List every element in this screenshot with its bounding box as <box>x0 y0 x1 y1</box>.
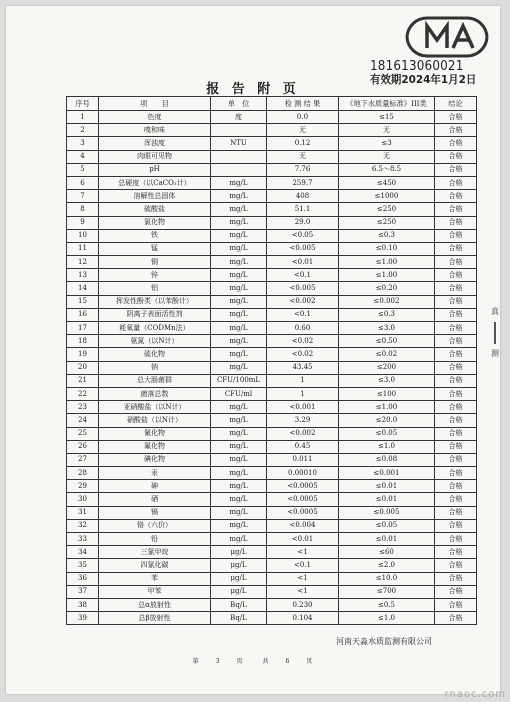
report-page <box>6 6 500 694</box>
row-index: 32 <box>67 519 99 532</box>
row-result: <0.1 <box>267 308 339 321</box>
page-prefix: 第 <box>192 658 200 665</box>
row-conclusion: 合格 <box>435 598 477 611</box>
row-standard: ≤3.0 <box>339 374 435 387</box>
row-result: <0.005 <box>267 282 339 295</box>
row-conclusion: 合格 <box>435 414 477 427</box>
row-unit: mg/L <box>211 203 267 216</box>
row-item: 总大肠菌群 <box>99 374 211 387</box>
row-index: 10 <box>67 229 99 242</box>
row-item: 铬（六价） <box>99 519 211 532</box>
row-result: <1 <box>267 546 339 559</box>
row-standard: ≤450 <box>339 176 435 189</box>
row-conclusion: 合格 <box>435 361 477 374</box>
row-standard: ≤60 <box>339 546 435 559</box>
table-row <box>67 361 477 374</box>
row-item: 耗氧量（CODMn法） <box>99 322 211 335</box>
row-unit: mg/L <box>211 190 267 203</box>
table-row <box>67 295 477 308</box>
row-result: 51.1 <box>267 203 339 216</box>
row-item: 四氯化碳 <box>99 559 211 572</box>
col-header-item: 项 目 <box>99 97 211 111</box>
row-standard: 无 <box>339 150 435 163</box>
table-row <box>67 440 477 453</box>
row-unit: mg/L <box>211 506 267 519</box>
row-index: 36 <box>67 572 99 585</box>
row-standard: ≤250 <box>339 203 435 216</box>
table-row <box>67 493 477 506</box>
row-unit: μg/L <box>211 546 267 559</box>
row-standard: ≤0.001 <box>339 467 435 480</box>
row-standard: ≤0.3 <box>339 308 435 321</box>
row-unit: mg/L <box>211 467 267 480</box>
row-conclusion: 合格 <box>435 335 477 348</box>
row-index: 14 <box>67 282 99 295</box>
table-row <box>67 519 477 532</box>
page-mid: 页 <box>236 658 244 665</box>
row-result: 29.0 <box>267 216 339 229</box>
row-result: <0.01 <box>267 533 339 546</box>
row-item: 硫酸盐 <box>99 203 211 216</box>
row-index: 19 <box>67 348 99 361</box>
row-result: <0.002 <box>267 427 339 440</box>
row-index: 30 <box>67 493 99 506</box>
row-result: 无 <box>267 124 339 137</box>
row-index: 29 <box>67 480 99 493</box>
row-result: 0.45 <box>267 440 339 453</box>
row-unit: mg/L <box>211 269 267 282</box>
table-row <box>67 111 477 124</box>
row-item: 铜 <box>99 256 211 269</box>
row-conclusion: 合格 <box>435 440 477 453</box>
row-item: 总β放射性 <box>99 612 211 625</box>
row-item: 砷 <box>99 480 211 493</box>
table-row <box>67 124 477 137</box>
row-standard: ≤15 <box>339 111 435 124</box>
row-item: 硫化物 <box>99 348 211 361</box>
table-row <box>67 269 477 282</box>
row-index: 27 <box>67 453 99 466</box>
row-standard: ≤0.10 <box>339 242 435 255</box>
row-conclusion: 合格 <box>435 427 477 440</box>
table-row <box>67 374 477 387</box>
row-item: 甲苯 <box>99 585 211 598</box>
cert-number: 181613060021 <box>370 59 464 74</box>
row-standard: ≤100 <box>339 387 435 400</box>
page-total-prefix: 共 <box>262 658 270 665</box>
row-item: 总硬度（以CaCO₃计） <box>99 176 211 189</box>
row-unit: mg/L <box>211 295 267 308</box>
row-index: 33 <box>67 533 99 546</box>
row-index: 21 <box>67 374 99 387</box>
row-item: 氨氮（以N计） <box>99 335 211 348</box>
row-item: 阴离子表面活性剂 <box>99 308 211 321</box>
col-header-conclusion: 结论 <box>435 97 477 111</box>
row-conclusion: 合格 <box>435 111 477 124</box>
row-unit: NTU <box>211 137 267 150</box>
row-item: 嗅和味 <box>99 124 211 137</box>
row-unit: mg/L <box>211 453 267 466</box>
row-item: 肉眼可见物 <box>99 150 211 163</box>
side-seal-divider <box>494 322 496 344</box>
lab-name: 河南天淼水质监测有限公司 <box>336 637 432 646</box>
table-row <box>67 256 477 269</box>
row-unit: mg/L <box>211 282 267 295</box>
row-result: 0.0 <box>267 111 339 124</box>
row-unit: mg/L <box>211 493 267 506</box>
row-unit: mg/L <box>211 414 267 427</box>
row-conclusion: 合格 <box>435 585 477 598</box>
row-standard: ≤0.50 <box>339 335 435 348</box>
page-total: 6 <box>285 658 291 665</box>
row-conclusion: 合格 <box>435 467 477 480</box>
row-result: 无 <box>267 150 339 163</box>
row-index: 22 <box>67 387 99 400</box>
table-row <box>67 203 477 216</box>
table-row <box>67 176 477 189</box>
row-unit: mg/L <box>211 242 267 255</box>
row-item: 硒 <box>99 493 211 506</box>
table-row <box>67 282 477 295</box>
row-conclusion: 合格 <box>435 480 477 493</box>
row-result: <1 <box>267 572 339 585</box>
row-index: 11 <box>67 242 99 255</box>
row-index: 26 <box>67 440 99 453</box>
table-header-row <box>67 97 477 111</box>
row-unit: mg/L <box>211 256 267 269</box>
row-result: 0.011 <box>267 453 339 466</box>
row-index: 17 <box>67 322 99 335</box>
row-item: 三氯甲烷 <box>99 546 211 559</box>
col-header-standard: 《地下水质量标准》III类 <box>339 97 435 111</box>
table-row <box>67 506 477 519</box>
row-conclusion: 合格 <box>435 559 477 572</box>
row-conclusion: 合格 <box>435 124 477 137</box>
row-result: <0.005 <box>267 242 339 255</box>
cert-validity: 有效期2024年1月2日 <box>370 72 477 86</box>
row-index: 28 <box>67 467 99 480</box>
row-unit: μg/L <box>211 572 267 585</box>
row-item: 硝酸盐（以N计） <box>99 414 211 427</box>
row-item: pH <box>99 163 211 176</box>
row-result: <1 <box>267 585 339 598</box>
row-item: 浑浊度 <box>99 137 211 150</box>
row-index: 31 <box>67 506 99 519</box>
row-result: 0.104 <box>267 612 339 625</box>
page-suffix: 页 <box>306 658 314 665</box>
row-index: 23 <box>67 401 99 414</box>
row-index: 24 <box>67 414 99 427</box>
row-standard: ≤0.05 <box>339 519 435 532</box>
row-conclusion: 合格 <box>435 348 477 361</box>
row-result: <0.02 <box>267 335 339 348</box>
row-conclusion: 合格 <box>435 322 477 335</box>
table-row <box>67 322 477 335</box>
row-result: <0.1 <box>267 559 339 572</box>
table-row <box>67 216 477 229</box>
row-standard: ≤1000 <box>339 190 435 203</box>
row-item: 氟化物 <box>99 440 211 453</box>
row-standard: ≤3 <box>339 137 435 150</box>
table-row <box>67 427 477 440</box>
row-result: 0.60 <box>267 322 339 335</box>
row-result: <0.01 <box>267 256 339 269</box>
row-index: 13 <box>67 269 99 282</box>
row-unit: mg/L <box>211 229 267 242</box>
row-unit: mg/L <box>211 308 267 321</box>
row-conclusion: 合格 <box>435 295 477 308</box>
row-index: 6 <box>67 176 99 189</box>
row-index: 2 <box>67 124 99 137</box>
table-row <box>67 335 477 348</box>
row-unit: mg/L <box>211 361 267 374</box>
row-result: <0.0005 <box>267 506 339 519</box>
table-row <box>67 414 477 427</box>
row-conclusion: 合格 <box>435 401 477 414</box>
row-conclusion: 合格 <box>435 453 477 466</box>
row-result: 0.12 <box>267 137 339 150</box>
row-standard: ≤0.002 <box>339 295 435 308</box>
table-row <box>67 163 477 176</box>
row-conclusion: 合格 <box>435 203 477 216</box>
row-unit: Bq/L <box>211 612 267 625</box>
row-standard: ≤0.01 <box>339 533 435 546</box>
row-unit: 度 <box>211 111 267 124</box>
row-standard: ≤700 <box>339 585 435 598</box>
row-unit: mg/L <box>211 519 267 532</box>
table-row <box>67 150 477 163</box>
row-index: 15 <box>67 295 99 308</box>
table-row <box>67 229 477 242</box>
row-result: 408 <box>267 190 339 203</box>
col-header-index: 序号 <box>67 97 99 111</box>
table-row <box>67 480 477 493</box>
row-standard: ≤0.3 <box>339 229 435 242</box>
row-standard: ≤3.0 <box>339 322 435 335</box>
row-item: 铅 <box>99 533 211 546</box>
row-standard: ≤250 <box>339 216 435 229</box>
row-conclusion: 合格 <box>435 308 477 321</box>
side-seal <box>490 306 500 360</box>
table-row <box>67 585 477 598</box>
row-item: 苯 <box>99 572 211 585</box>
row-unit: mg/L <box>211 322 267 335</box>
row-unit: μg/L <box>211 559 267 572</box>
row-conclusion: 合格 <box>435 387 477 400</box>
row-index: 7 <box>67 190 99 203</box>
table-row <box>67 559 477 572</box>
row-conclusion: 合格 <box>435 137 477 150</box>
page-current: 3 <box>215 658 221 665</box>
row-index: 9 <box>67 216 99 229</box>
table-row <box>67 137 477 150</box>
row-conclusion: 合格 <box>435 612 477 625</box>
row-unit: μg/L <box>211 585 267 598</box>
row-result: <0.1 <box>267 269 339 282</box>
table-row <box>67 533 477 546</box>
row-item: 铁 <box>99 229 211 242</box>
row-conclusion: 合格 <box>435 282 477 295</box>
table-row <box>67 387 477 400</box>
row-standard: ≤0.05 <box>339 427 435 440</box>
row-item: 铝 <box>99 282 211 295</box>
row-conclusion: 合格 <box>435 216 477 229</box>
row-result: 7.76 <box>267 163 339 176</box>
row-unit: CFU/100mL <box>211 374 267 387</box>
row-index: 1 <box>67 111 99 124</box>
row-index: 8 <box>67 203 99 216</box>
table-row <box>67 572 477 585</box>
row-unit <box>211 163 267 176</box>
row-conclusion: 合格 <box>435 546 477 559</box>
row-standard: ≤0.02 <box>339 348 435 361</box>
row-index: 39 <box>67 612 99 625</box>
row-result: 259.7 <box>267 176 339 189</box>
row-standard: ≤1.00 <box>339 269 435 282</box>
row-standard: ≤0.01 <box>339 480 435 493</box>
table-row <box>67 348 477 361</box>
row-conclusion: 合格 <box>435 256 477 269</box>
row-result: <0.002 <box>267 295 339 308</box>
row-index: 37 <box>67 585 99 598</box>
row-index: 20 <box>67 361 99 374</box>
row-item: 锌 <box>99 269 211 282</box>
row-result: 1 <box>267 387 339 400</box>
row-conclusion: 合格 <box>435 229 477 242</box>
row-item: 亚硝酸盐（以N计） <box>99 401 211 414</box>
row-index: 16 <box>67 308 99 321</box>
row-item: 钠 <box>99 361 211 374</box>
watermark: rnaoc.com <box>444 689 506 700</box>
row-item: 碘化物 <box>99 453 211 466</box>
row-item: 氯化物 <box>99 216 211 229</box>
row-result: 1 <box>267 374 339 387</box>
row-conclusion: 合格 <box>435 176 477 189</box>
row-standard: ≤1.0 <box>339 612 435 625</box>
row-index: 34 <box>67 546 99 559</box>
table-row <box>67 467 477 480</box>
row-standard: ≤20.0 <box>339 414 435 427</box>
row-conclusion: 合格 <box>435 190 477 203</box>
row-item: 菌落总数 <box>99 387 211 400</box>
page-indicator <box>6 656 500 665</box>
row-standard: ≤0.08 <box>339 453 435 466</box>
row-standard: ≤1.0 <box>339 440 435 453</box>
row-conclusion: 合格 <box>435 163 477 176</box>
row-conclusion: 合格 <box>435 374 477 387</box>
row-result: <0.05 <box>267 229 339 242</box>
row-index: 25 <box>67 427 99 440</box>
row-result: <0.02 <box>267 348 339 361</box>
col-header-result: 检 测 结 果 <box>267 97 339 111</box>
row-unit: CFU/ml <box>211 387 267 400</box>
row-index: 35 <box>67 559 99 572</box>
row-index: 12 <box>67 256 99 269</box>
row-result: <0.0005 <box>267 493 339 506</box>
cma-logo-icon <box>401 14 493 60</box>
row-conclusion: 合格 <box>435 493 477 506</box>
row-unit: mg/L <box>211 440 267 453</box>
row-item: 挥发性酚类（以苯酚计） <box>99 295 211 308</box>
results-table <box>66 96 477 625</box>
row-standard: ≤0.005 <box>339 506 435 519</box>
row-conclusion: 合格 <box>435 506 477 519</box>
row-standard: ≤200 <box>339 361 435 374</box>
side-seal-top: 真 <box>491 307 499 316</box>
row-item: 镉 <box>99 506 211 519</box>
table-row <box>67 598 477 611</box>
row-index: 4 <box>67 150 99 163</box>
row-index: 38 <box>67 598 99 611</box>
row-unit: mg/L <box>211 348 267 361</box>
row-index: 5 <box>67 163 99 176</box>
table-row <box>67 453 477 466</box>
row-standard: ≤1.00 <box>339 256 435 269</box>
row-standard: 6.5～8.5 <box>339 163 435 176</box>
row-conclusion: 合格 <box>435 533 477 546</box>
row-unit: mg/L <box>211 176 267 189</box>
row-unit: mg/L <box>211 427 267 440</box>
row-unit: mg/L <box>211 335 267 348</box>
side-seal-bottom: 测 <box>491 349 499 358</box>
row-standard: ≤1.00 <box>339 401 435 414</box>
row-index: 3 <box>67 137 99 150</box>
row-standard: ≤0.20 <box>339 282 435 295</box>
row-conclusion: 合格 <box>435 519 477 532</box>
table-row <box>67 242 477 255</box>
row-unit: mg/L <box>211 480 267 493</box>
row-index: 18 <box>67 335 99 348</box>
row-standard: ≤0.5 <box>339 598 435 611</box>
table-row <box>67 308 477 321</box>
row-result: <0.0005 <box>267 480 339 493</box>
row-result: <0.004 <box>267 519 339 532</box>
row-conclusion: 合格 <box>435 150 477 163</box>
row-unit: mg/L <box>211 401 267 414</box>
row-result: 0.230 <box>267 598 339 611</box>
row-item: 氰化物 <box>99 427 211 440</box>
row-unit: mg/L <box>211 216 267 229</box>
row-unit: Bq/L <box>211 598 267 611</box>
row-standard: ≤10.0 <box>339 572 435 585</box>
table-row <box>67 612 477 625</box>
row-item: 锰 <box>99 242 211 255</box>
row-result: 43.45 <box>267 361 339 374</box>
row-unit: mg/L <box>211 533 267 546</box>
page-title: 报 告 附 页 <box>206 82 300 97</box>
table-row <box>67 546 477 559</box>
row-result: <0.001 <box>267 401 339 414</box>
col-header-unit: 单 位 <box>211 97 267 111</box>
row-conclusion: 合格 <box>435 269 477 282</box>
row-item: 色度 <box>99 111 211 124</box>
table-row <box>67 190 477 203</box>
row-unit <box>211 150 267 163</box>
row-item: 总α放射性 <box>99 598 211 611</box>
row-result: 0.00010 <box>267 467 339 480</box>
table-row <box>67 401 477 414</box>
row-unit <box>211 124 267 137</box>
row-conclusion: 合格 <box>435 242 477 255</box>
row-standard: 无 <box>339 124 435 137</box>
row-standard: ≤0.01 <box>339 493 435 506</box>
row-item: 溶解性总固体 <box>99 190 211 203</box>
row-conclusion: 合格 <box>435 572 477 585</box>
row-standard: ≤2.0 <box>339 559 435 572</box>
row-item: 汞 <box>99 467 211 480</box>
row-result: 3.29 <box>267 414 339 427</box>
